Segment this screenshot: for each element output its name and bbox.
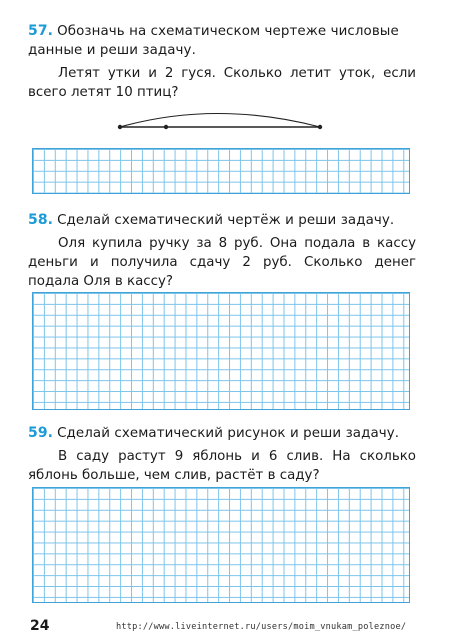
segment-scheme xyxy=(116,108,326,132)
task-59-heading xyxy=(28,424,416,443)
task-57-title: Обозначь на схематическом чертеже числовые данные и реши задачу. xyxy=(28,24,399,58)
answer-grid-59[interactable] xyxy=(32,487,410,603)
task-59-title: Сделай схематический рисунок и реши задачу. xyxy=(57,426,400,441)
answer-grid-58[interactable] xyxy=(32,292,410,410)
scheme-brace-arc xyxy=(120,114,320,128)
footer-url[interactable]: http://www.liveinternet.ru/users/moim_vnukam_poleznoe/ xyxy=(116,622,407,632)
task-57-text: Летят утки и 2 гуся. Сколько летит уток, если всего летят 10 птиц? xyxy=(28,66,416,100)
task-57-heading xyxy=(28,22,416,60)
task-59 xyxy=(28,424,416,485)
task-57-number: 57. xyxy=(28,23,54,39)
task-58-number: 58. xyxy=(28,212,54,228)
task-58-text: Оля купила ручку за 8 руб. Она подала в кассу деньги и получила сдачу 2 руб. Сколько денег подала Оля в кассу? xyxy=(28,236,416,289)
task-58-title: Сделай схематический чертёж и реши задачу. xyxy=(57,213,395,228)
task-59-text: В саду растут 9 яблонь и 6 слив. На сколько яблонь больше, чем слив, растёт в саду? xyxy=(28,449,416,483)
scheme-point-middle xyxy=(164,125,168,129)
task-58-heading xyxy=(28,211,416,230)
task-59-number: 59. xyxy=(28,425,54,441)
task-58 xyxy=(28,211,416,291)
scheme-point-end xyxy=(318,125,322,129)
answer-grid-57[interactable] xyxy=(32,148,410,194)
page-number: 24 xyxy=(30,618,50,634)
scheme-point-start xyxy=(118,125,122,129)
task-57 xyxy=(28,22,416,102)
